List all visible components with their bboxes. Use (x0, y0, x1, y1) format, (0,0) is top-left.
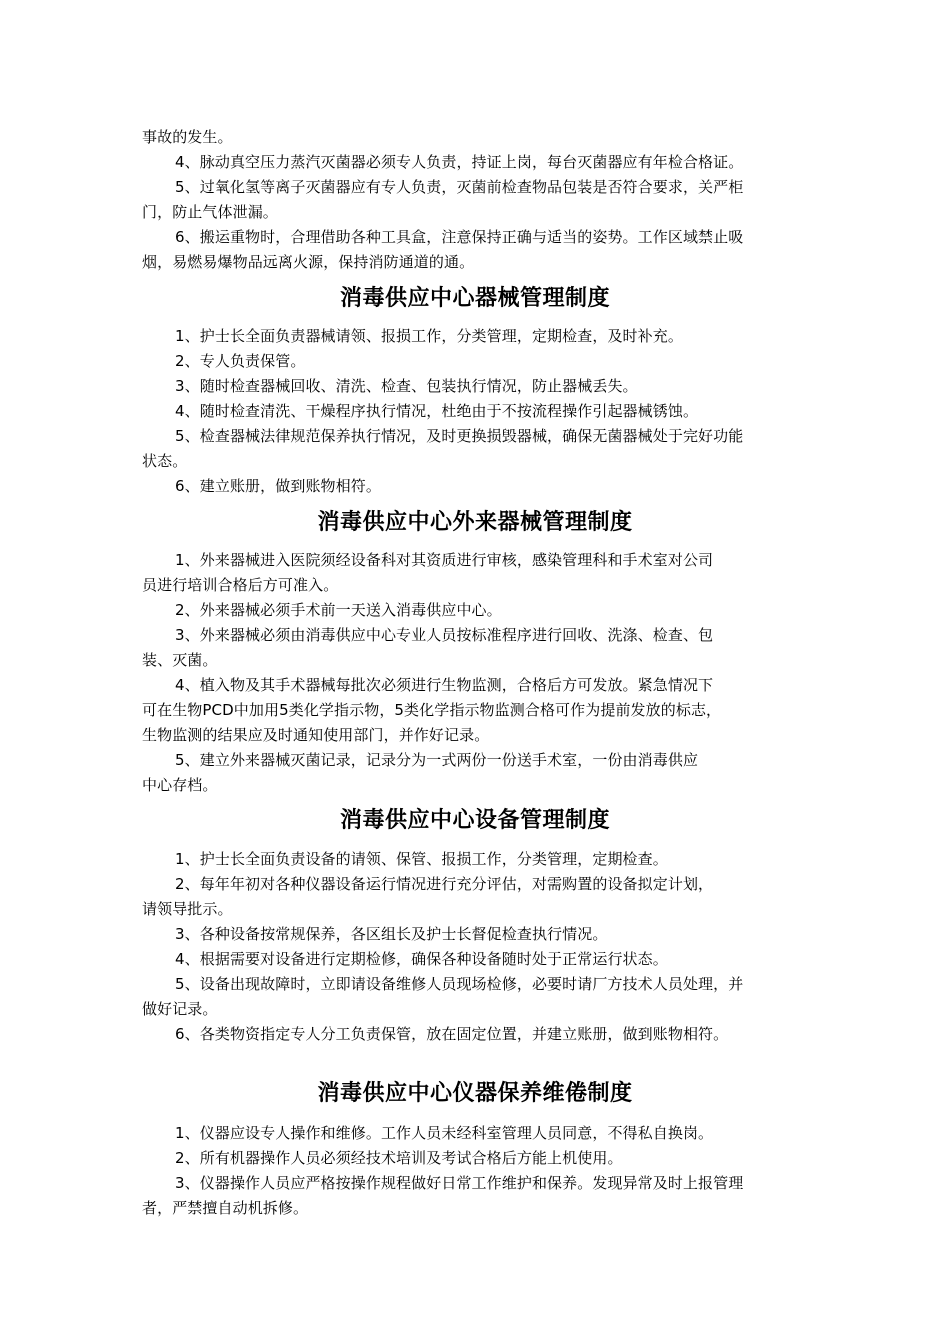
paragraph-line: 4、根据需要对设备进行定期检修，确保各种设备随时处于正常运行状态。 (175, 950, 668, 968)
paragraph-line: 员进行培训合格后方可准入。 (142, 576, 339, 594)
paragraph-line: 3、各种设备按常规保养，各区组长及护士长督促检查执行情况。 (175, 925, 608, 943)
paragraph-line: 5、设备出现故障时，立即请设备维修人员现场检修，必要时请厂方技术人员处理，并 (175, 975, 744, 993)
paragraph-line: 4、脉动真空压力蒸汽灭菌器必须专人负责，持证上岗，每台灭菌器应有年检合格证。 (175, 153, 744, 171)
paragraph-line: 1、外来器械进入医院须经设备科对其资质进行审核，感染管理科和手术室对公司 (175, 551, 714, 569)
paragraph-line: 做好记录。 (142, 1000, 218, 1018)
section-title: 消毒供应中心设备管理制度 (339, 808, 610, 833)
paragraph-line: 4、植入物及其手术器械每批次必须进行生物监测，合格后方可发放。紧急情况下 (175, 676, 714, 694)
paragraph-line: 者，严禁擅自动机拆修。 (142, 1199, 309, 1217)
paragraph-line: 烟，易燃易爆物品远离火源，保持消防通道的通。 (142, 253, 475, 271)
paragraph-line: 5、建立外来器械灭菌记录，记录分为一式两份一份送手术室，一份由消毒供应 (175, 751, 699, 769)
paragraph-line: 事故的发生。 (142, 128, 233, 146)
paragraph-line: 可在生物PCD中加用5类化学指示物，5类化学指示物监测合格可作为提前发放的标志， (142, 701, 722, 719)
paragraph-line: 5、检查器械法律规范保养执行情况，及时更换损毁器械，确保无菌器械处于完好功能 (175, 427, 744, 445)
paragraph-line: 6、搬运重物时，合理借助各种工具盒，注意保持正确与适当的姿势。工作区域禁止吸 (175, 228, 744, 246)
paragraph-line: 3、外来器械必须由消毒供应中心专业人员按标准程序进行回收、洗涤、检查、包 (175, 626, 714, 644)
section-title: 消毒供应中心器械管理制度 (339, 286, 610, 311)
paragraph-line: 2、专人负责保管。 (175, 352, 306, 370)
paragraph-line: 状态。 (142, 452, 188, 470)
paragraph-line: 6、建立账册，做到账物相符。 (175, 477, 381, 495)
paragraph-line: 1、仪器应设专人操作和维修。工作人员未经科室管理人员同意，不得私自换岗。 (175, 1124, 714, 1142)
paragraph-line: 2、外来器械必须手术前一天送入消毒供应中心。 (175, 601, 502, 619)
paragraph-line: 中心存档。 (142, 776, 218, 794)
section-title: 消毒供应中心外来器械管理制度 (317, 510, 633, 535)
section-title: 消毒供应中心仪器保养维倦制度 (317, 1081, 633, 1106)
paragraph-line: 2、每年年初对各种仪器设备运行情况进行充分评估，对需购置的设备拟定计划， (175, 875, 714, 893)
paragraph-line: 请领导批示。 (142, 900, 233, 918)
paragraph-line: 3、仪器操作人员应严格按操作规程做好日常工作维护和保养。发现异常及时上报管理 (175, 1174, 744, 1192)
paragraph-line: 装、灭菌。 (142, 651, 218, 669)
paragraph-line: 5、过氧化氢等离子灭菌器应有专人负责，灭菌前检查物品包装是否符合要求，关严柜 (175, 178, 744, 196)
paragraph-line: 生物监测的结果应及时通知使用部门，并作好记录。 (142, 726, 490, 744)
paragraph-line: 1、护士长全面负责器械请领、报损工作，分类管理，定期检查，及时补充。 (175, 327, 683, 345)
paragraph-line: 6、各类物资指定专人分工负责保管，放在固定位置，并建立账册，做到账物相符。 (175, 1025, 729, 1043)
paragraph-line: 2、所有机器操作人员必须经技术培训及考试合格后方能上机使用。 (175, 1149, 623, 1167)
paragraph-line: 4、随时检查清洗、干燥程序执行情况，杜绝由于不按流程操作引起器械锈蚀。 (175, 402, 699, 420)
paragraph-line: 3、随时检查器械回收、清洗、检查、包装执行情况，防止器械丢失。 (175, 377, 638, 395)
paragraph-line: 1、护士长全面负责设备的请领、保管、报损工作，分类管理，定期检查。 (175, 850, 668, 868)
paragraph-line: 门，防止气体泄漏。 (142, 203, 278, 221)
